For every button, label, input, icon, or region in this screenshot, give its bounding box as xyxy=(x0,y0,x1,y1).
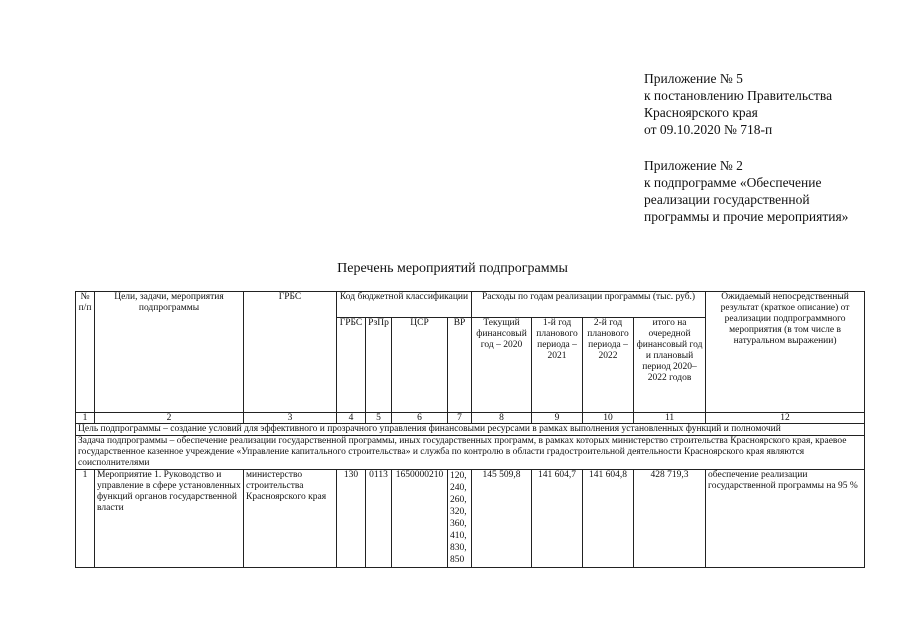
subheader-2022: 2-й год планового периода – 2022 xyxy=(583,318,634,413)
vr-code: 410, xyxy=(450,531,467,541)
header-goals: Цели, задачи, мероприятия подпрограммы xyxy=(95,292,244,413)
column-number: 9 xyxy=(532,413,583,424)
header-result: Ожидаемый непосредственный результат (краткое описание) от реализации подпрограммного мероприятия (в том числе в натуральном выражении) xyxy=(706,292,865,413)
header-expenses: Расходы по годам реализации программы (тыс. руб.) xyxy=(472,292,706,318)
row-vr-codes xyxy=(448,470,472,568)
column-numbers-row xyxy=(76,413,865,424)
appendix-2-header xyxy=(644,157,848,225)
row-rzpr-code: 0113 xyxy=(366,470,392,568)
vr-code: 240, xyxy=(450,483,467,493)
header-grbs: ГРБС xyxy=(244,292,337,413)
subheader-total: итого на очередной финансовый год и плановый период 2020–2022 годов xyxy=(634,318,706,413)
vr-code: 850 xyxy=(450,555,465,565)
appendix-2-line: к подпрограмме «Обеспечение xyxy=(644,175,822,190)
subheader-csr: ЦСР xyxy=(392,318,448,413)
appendix-5-header xyxy=(644,70,832,138)
row-amount-2020: 145 509,8 xyxy=(472,470,532,568)
task-row xyxy=(76,436,865,470)
table-row xyxy=(76,470,865,568)
header-num: № п/п xyxy=(76,292,95,413)
column-number: 6 xyxy=(392,413,448,424)
subheader-rzpr: РзПр xyxy=(366,318,392,413)
column-number: 11 xyxy=(634,413,706,424)
column-number: 7 xyxy=(448,413,472,424)
appendix-5-line: к постановлению Правительства xyxy=(644,88,833,103)
goal-text: Цель подпрограммы – создание условий для эффективного и прозрачного управления финансовыми ресурсами в рамках выполнения установленных функций и полномочий xyxy=(76,424,865,436)
row-grbs-code: 130 xyxy=(337,470,366,568)
appendix-5-line: Приложение № 5 xyxy=(644,71,743,86)
subheader-2020: Текущий финансовый год – 2020 xyxy=(472,318,532,413)
column-number: 8 xyxy=(472,413,532,424)
appendix-2-line: Приложение № 2 xyxy=(644,158,743,173)
column-number: 5 xyxy=(366,413,392,424)
row-csr-code: 1650000210 xyxy=(392,470,448,568)
column-number: 10 xyxy=(583,413,634,424)
column-number: 3 xyxy=(244,413,337,424)
activities-table xyxy=(75,291,865,568)
page-title: Перечень мероприятий подпрограммы xyxy=(337,261,568,276)
vr-code: 120, xyxy=(450,471,467,481)
row-amount-total: 428 719,3 xyxy=(634,470,706,568)
column-number: 2 xyxy=(95,413,244,424)
row-expected-result: обеспечение реализации государственной программы на 95 % xyxy=(706,470,865,568)
vr-code: 360, xyxy=(450,519,467,529)
vr-code: 830, xyxy=(450,543,467,553)
row-num: 1 xyxy=(76,470,95,568)
vr-code: 320, xyxy=(450,507,467,517)
row-grbs-name: министерство строительства Красноярского края xyxy=(244,470,337,568)
subheader-2021: 1-й год планового периода – 2021 xyxy=(532,318,583,413)
subheader-vr: ВР xyxy=(448,318,472,413)
subheader-grbs: ГРБС xyxy=(337,318,366,413)
appendix-2-line: программы и прочие мероприятия» xyxy=(644,209,849,224)
appendix-5-line: Красноярского края xyxy=(644,105,758,120)
column-number: 4 xyxy=(337,413,366,424)
appendix-5-line: от 09.10.2020 № 718-п xyxy=(644,122,773,137)
row-amount-2022: 141 604,8 xyxy=(583,470,634,568)
column-number: 12 xyxy=(706,413,865,424)
appendix-2-line: реализации государственной xyxy=(644,192,810,207)
column-number: 1 xyxy=(76,413,95,424)
row-activity-name: Мероприятие 1. Руководство и управление в сфере установленных функций органов государственной власти xyxy=(95,470,244,568)
task-text: Задача подпрограммы – обеспечение реализации государственной программы, иных государственных программ, в рамках которых министерство строительства Красноярского края, краевое государственное казенное учреждение «Управление капитального строительства» и служба по контролю в области градостроительной деятельности Красноярского края являются соисполнителями xyxy=(76,436,865,470)
goal-row xyxy=(76,424,865,436)
header-budget-code: Код бюджетной классификации xyxy=(337,292,472,318)
row-amount-2021: 141 604,7 xyxy=(532,470,583,568)
vr-code: 260, xyxy=(450,495,467,505)
